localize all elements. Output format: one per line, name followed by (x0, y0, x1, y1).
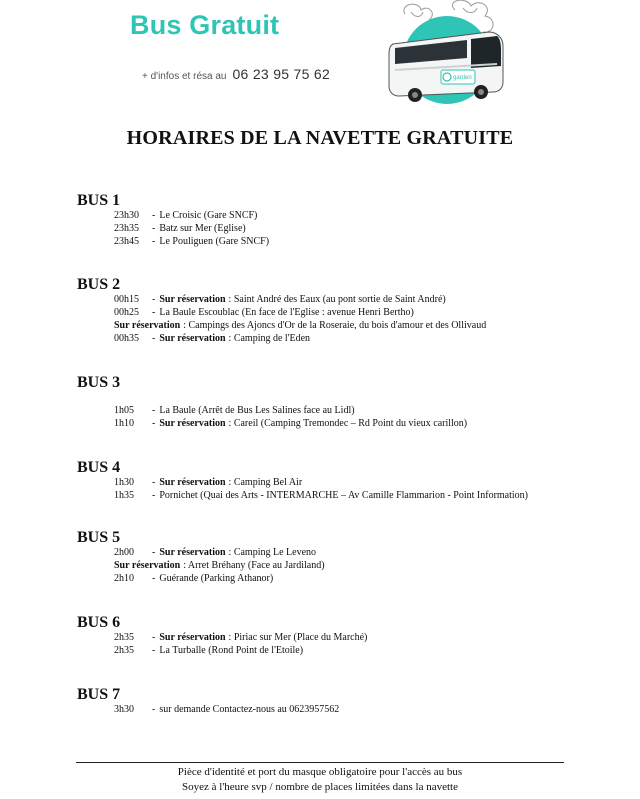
dash-separator: - (152, 236, 156, 247)
footer-line-2: Soyez à l'heure svp / nombre de places limitées dans la navette (182, 781, 458, 793)
dash-separator: - (152, 477, 156, 488)
schedule-row (114, 477, 302, 488)
departure-time: 00h25 (114, 307, 139, 318)
reservation-label: Sur réservation (159, 632, 226, 643)
footer-divider (76, 762, 564, 763)
dash-separator: - (152, 704, 156, 715)
bus-heading: BUS 4 (77, 459, 121, 476)
reservation-label: Sur réservation (159, 333, 226, 344)
schedule-row (114, 307, 414, 318)
page-title: HORAIRES DE LA NAVETTE GRATUITE (126, 127, 514, 149)
departure-time: 1h05 (114, 405, 134, 416)
schedule-row (114, 704, 339, 715)
schedule-row (114, 294, 446, 305)
reservation-label: Sur réservation (114, 320, 181, 331)
schedule-row (114, 490, 528, 501)
bus-heading: BUS 3 (77, 374, 121, 391)
departure-time: 2h35 (114, 645, 134, 656)
bus-heading: BUS 2 (77, 276, 121, 293)
departure-time: 23h45 (114, 236, 139, 247)
departure-time: 23h30 (114, 210, 139, 221)
departure-time: 2h00 (114, 547, 134, 558)
stop-description: Le Pouliguen (Gare SNCF) (159, 236, 270, 247)
schedule-row (114, 223, 246, 234)
bus-heading: BUS 6 (77, 614, 121, 631)
dash-separator: - (152, 294, 156, 305)
dash-separator: - (152, 490, 156, 501)
dash-separator: - (152, 632, 156, 643)
departure-time: 2h10 (114, 573, 134, 584)
dash-separator: - (152, 333, 156, 344)
dash-separator: - (152, 645, 156, 656)
stop-description: La Baule Escoublac (En face de l'Eglise : avenue Henri Bertho) (159, 307, 414, 318)
dash-separator: - (152, 405, 156, 416)
stop-description: : Campings des Ajoncs d'Or de la Roseraie, du bois d'amour et des Ollivaud (183, 320, 487, 331)
schedule-row (114, 573, 273, 584)
departure-time: 2h35 (114, 632, 134, 643)
departure-time: 23h35 (114, 223, 139, 234)
stop-description: sur demande Contactez-nous au 0623957562 (159, 704, 340, 715)
reservation-label: Sur réservation (159, 294, 226, 305)
schedule-row (114, 632, 367, 643)
dash-separator: - (152, 210, 156, 221)
schedule-row (114, 236, 269, 247)
schedule-row (114, 645, 303, 656)
bus-heading: BUS 7 (77, 686, 121, 703)
departure-time: 1h35 (114, 490, 134, 501)
stop-description: Guérande (Parking Athanor) (159, 573, 274, 584)
departure-time: 1h10 (114, 418, 134, 429)
schedule-row (114, 560, 325, 571)
schedule-row (114, 405, 355, 416)
footer-line-1: Pièce d'identité et port du masque obligatoire pour l'accès au bus (177, 766, 463, 778)
stop-description: Le Croisic (Gare SNCF) (159, 210, 258, 221)
stop-description: : Careil (Camping Tremondec – Rd Point du vieux carillon) (228, 418, 468, 429)
stop-description: : Camping Bel Air (228, 477, 303, 488)
schedule-row (114, 418, 467, 429)
dash-separator: - (152, 307, 156, 318)
stop-description: : Camping de l'Eden (228, 333, 311, 344)
contact-prefix: + d'infos et résa au (142, 71, 227, 82)
contact-line (142, 66, 330, 82)
schedule-row (114, 210, 257, 221)
schedule-row (114, 333, 310, 344)
stop-description: Batz sur Mer (Eglise) (159, 223, 246, 234)
dash-separator: - (152, 573, 156, 584)
stop-description: La Turballe (Rond Point de l'Etoile) (159, 645, 304, 656)
stop-description: : Saint André des Eaux (au pont sortie de Saint André) (228, 294, 446, 305)
dash-separator: - (152, 223, 156, 234)
departure-time: 1h30 (114, 477, 134, 488)
contact-phone[interactable]: 06 23 95 75 62 (232, 66, 331, 82)
bus-heading: BUS 5 (77, 529, 121, 546)
stop-description: : Camping Le Leveno (228, 547, 317, 558)
reservation-label: Sur réservation (159, 547, 226, 558)
stop-description: La Baule (Arrêt de Bus Les Salines face au Lidl) (159, 405, 355, 416)
schedule-row (114, 320, 486, 331)
dash-separator: - (152, 547, 156, 558)
reservation-label: Sur réservation (159, 418, 226, 429)
reservation-label: Sur réservation (159, 477, 226, 488)
departure-time: 00h35 (114, 333, 139, 344)
brand-title: Bus Gratuit (130, 10, 280, 40)
departure-time: 3h30 (114, 704, 134, 715)
stop-description: : Piriac sur Mer (Place du Marché) (228, 632, 368, 643)
stop-description: : Arret Bréhany (Face au Jardiland) (183, 560, 325, 571)
schedule-row (114, 547, 316, 558)
dash-separator: - (152, 418, 156, 429)
reservation-label: Sur réservation (114, 560, 181, 571)
bus-illustration-icon (385, 0, 505, 108)
bus-heading: BUS 1 (77, 192, 121, 209)
stop-description: Pornichet (Quai des Arts - INTERMARCHE – Av Camille Flammarion - Point Information) (159, 490, 529, 501)
departure-time: 00h15 (114, 294, 139, 305)
bus-logo-text: garden (453, 75, 472, 81)
